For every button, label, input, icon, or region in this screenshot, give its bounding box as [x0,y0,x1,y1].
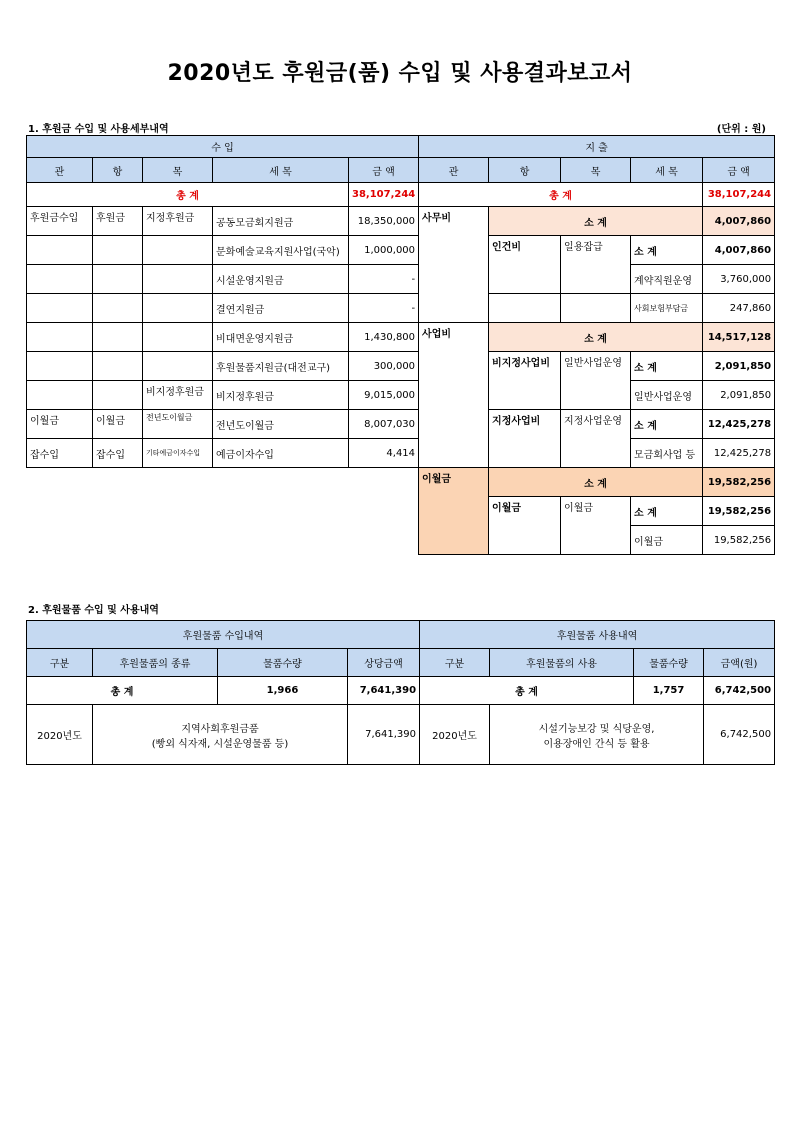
goods-income-total-label: 총 계 [27,677,218,705]
office-subtotal-label: 소 계 [489,207,703,236]
income-semok: 예금이자수입 [213,439,349,468]
unit-label: (단위 : 원) [716,124,766,135]
income-amount: 4,414 [349,439,419,468]
office-item-semok: 계약직원운영 [631,265,703,294]
goods-income-total-qty: 1,966 [218,677,348,705]
col-div: 구분 [420,649,490,677]
income-semok: 비지정후원금 [213,381,349,410]
office-mok-empty [561,294,631,323]
income-hang [93,265,143,294]
expense-gwan-carryover: 이월금 [419,468,489,555]
page-title: 2020년도 후원금(품) 수입 및 사용결과보고서 [167,61,633,86]
business-item-amount: 2,091,850 [703,381,775,410]
col-semok: 세 목 [631,158,703,183]
income-mok: 지정후원금 [143,207,213,236]
income-gwan [27,381,93,410]
col-use: 후원물품의 사용 [490,649,634,677]
col-gwan: 관 [419,158,489,183]
income-hang [93,352,143,381]
income-semok: 시설운영지원금 [213,265,349,294]
income-mok [143,352,213,381]
income-semok: 공동모금회지원금 [213,207,349,236]
income-semok: 후원물품지원금(대전교구) [213,352,349,381]
office-mok-empty [561,265,631,294]
income-hang: 이월금 [93,410,143,439]
business-mok-empty [561,381,631,410]
goods-income-total-value: 7,641,390 [348,677,420,705]
business-hang: 비지정사업비 [489,352,561,381]
carryover-mok-empty [561,526,631,555]
expense-header: 지 출 [419,136,775,158]
col-hang: 항 [93,158,143,183]
income-mok: 기타예금이자수입 [143,439,213,468]
goods-income-kind [93,705,348,765]
office-item-amount: 247,860 [703,294,775,323]
income-amount: 300,000 [349,352,419,381]
office-mok: 일용잡급 [561,236,631,265]
income-gwan: 잡수입 [27,439,93,468]
goods-usage-line2: 이용장애인 간식 등 활용 [543,738,650,750]
income-gwan [27,323,93,352]
col-div: 구분 [27,649,93,677]
office-hang-empty [489,294,561,323]
business-item-amount: 12,425,278 [703,439,775,468]
income-amount: 1,430,800 [349,323,419,352]
income-amount: 8,007,030 [349,410,419,439]
business-hang-empty [489,439,561,468]
carryover-hang-empty [489,526,561,555]
goods-income-kind-line2: (빵외 식자재, 시설운영물품 등) [151,738,289,750]
goods-usage-total-value: 6,742,500 [704,677,775,705]
col-gwan: 관 [27,158,93,183]
col-semok: 세 목 [213,158,349,183]
income-mok: 비지정후원금 [143,381,213,410]
income-gwan [27,236,93,265]
office-hang-subtotal-amount: 4,007,860 [703,236,775,265]
income-hang: 후원금 [93,207,143,236]
office-hang-empty [489,265,561,294]
section2-heading: 2. 후원물품 수입 및 사용내역 [28,605,159,616]
col-qty: 물품수량 [218,649,348,677]
donation-income-expense-table [26,135,775,555]
income-amount: 1,000,000 [349,236,419,265]
income-hang [93,381,143,410]
carryover-item-amount: 19,582,256 [703,526,775,555]
income-mok [143,236,213,265]
goods-usage-total-qty: 1,757 [634,677,704,705]
expense-gwan-business: 사업비 [419,323,489,468]
carryover-hang: 이월금 [489,497,561,526]
income-amount: 9,015,000 [349,381,419,410]
income-gwan [27,265,93,294]
goods-income-value: 7,641,390 [348,705,420,765]
donated-goods-table [26,620,775,765]
business-hang-subtotal-label: 소 계 [631,410,703,439]
business-hang-empty [489,381,561,410]
income-gwan [27,294,93,323]
expense-total-label: 총 계 [419,183,703,207]
income-gwan [27,352,93,381]
carryover-subtotal-amount: 19,582,256 [703,468,775,497]
carryover-item-semok: 이월금 [631,526,703,555]
col-value: 금액(원) [704,649,775,677]
col-amount: 금 액 [349,158,419,183]
goods-usage-header: 후원물품 사용내역 [420,621,775,649]
income-semok: 전년도이월금 [213,410,349,439]
office-item-semok: 사회보험부담금 [631,294,703,323]
goods-income-header: 후원물품 수입내역 [27,621,420,649]
income-mok [143,294,213,323]
expense-gwan-office: 사무비 [419,207,489,323]
carryover-hang-subtotal-amount: 19,582,256 [703,497,775,526]
income-hang [93,294,143,323]
business-hang: 지정사업비 [489,410,561,439]
income-mok [143,265,213,294]
income-amount: - [349,294,419,323]
office-hang-subtotal-label: 소 계 [631,236,703,265]
carryover-subtotal-label: 소 계 [489,468,703,497]
goods-usage-value: 6,742,500 [704,705,775,765]
business-mok: 지정사업운영 [561,410,631,439]
goods-income-kind-line1: 지역사회후원금품 [181,723,259,735]
col-mok: 목 [143,158,213,183]
business-item-semok: 모금회사업 등 [631,439,703,468]
business-subtotal-amount: 14,517,128 [703,323,775,352]
income-mok: 전년도이월금 [143,410,213,439]
income-total-label: 총 계 [27,183,349,207]
col-amount: 금 액 [703,158,775,183]
col-qty: 물품수량 [634,649,704,677]
goods-income-div: 2020년도 [27,705,93,765]
section1-heading: 1. 후원금 수입 및 사용세부내역 [28,124,169,135]
office-item-amount: 3,760,000 [703,265,775,294]
business-subtotal-label: 소 계 [489,323,703,352]
business-mok-empty [561,439,631,468]
col-value: 상당금액 [348,649,420,677]
income-mok [143,323,213,352]
business-hang-subtotal-amount: 2,091,850 [703,352,775,381]
business-hang-subtotal-label: 소 계 [631,352,703,381]
col-kind: 후원물품의 종류 [93,649,218,677]
income-total-amount: 38,107,244 [349,183,419,207]
income-gwan: 후원금수입 [27,207,93,236]
goods-usage-div: 2020년도 [420,705,490,765]
col-mok: 목 [561,158,631,183]
business-mok: 일반사업운영 [561,352,631,381]
expense-total-amount: 38,107,244 [703,183,775,207]
income-header: 수 입 [27,136,419,158]
income-hang: 잡수입 [93,439,143,468]
goods-usage-desc [490,705,704,765]
col-hang: 항 [489,158,561,183]
income-gwan: 이월금 [27,410,93,439]
income-amount: - [349,265,419,294]
carryover-hang-subtotal-label: 소 계 [631,497,703,526]
office-hang: 인건비 [489,236,561,265]
goods-usage-total-label: 총 계 [420,677,634,705]
income-amount: 18,350,000 [349,207,419,236]
income-semok: 비대면운영지원금 [213,323,349,352]
income-semok: 문화예술교육지원사업(국악) [213,236,349,265]
office-subtotal-amount: 4,007,860 [703,207,775,236]
business-hang-subtotal-amount: 12,425,278 [703,410,775,439]
carryover-mok: 이월금 [561,497,631,526]
income-hang [93,323,143,352]
income-semok: 결연지원금 [213,294,349,323]
goods-usage-line1: 시설기능보강 및 식당운영, [538,723,655,735]
business-item-semok: 일반사업운영 [631,381,703,410]
income-hang [93,236,143,265]
